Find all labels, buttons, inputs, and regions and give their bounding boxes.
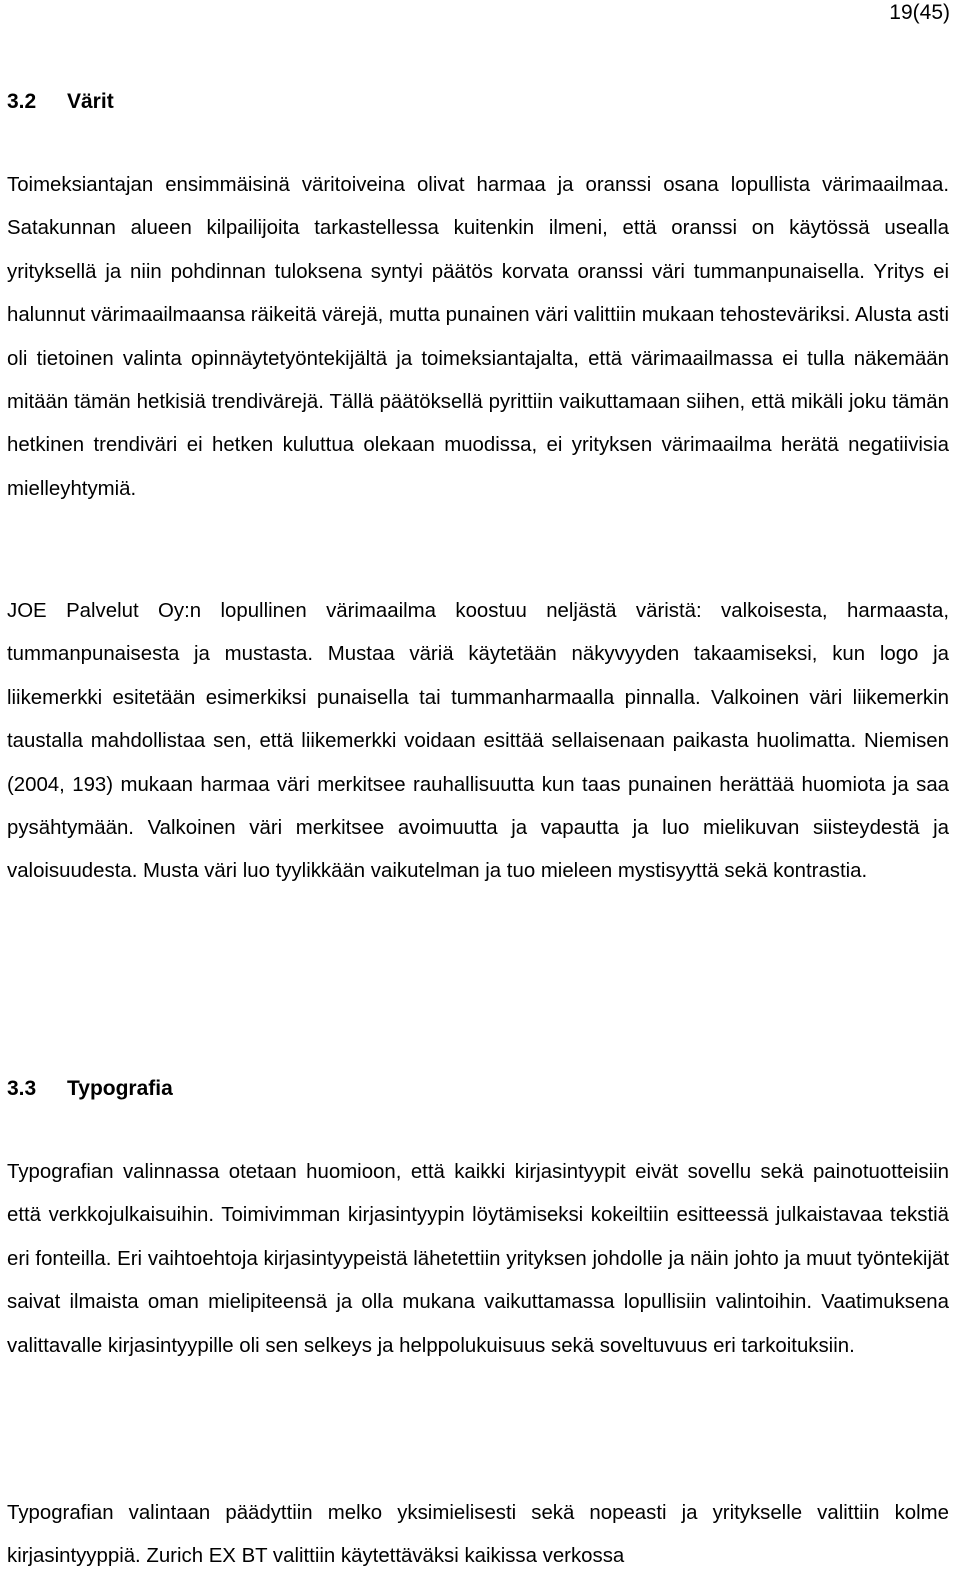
paragraph-colors-1: Toimeksiantajan ensimmäisinä väritoiveina olivat harmaa ja oranssi osana lopullista värimaailmaa. Satakunnan alueen kilpailijoita tarkastellessa kuitenkin ilmeni, että oranssi on käytössä usealla yrityksellä ja niin pohdinnan tuloksena syntyi päätös korvata oranssi väri tummanpunaisella. Yritys ei halunnut värimaailmaansa räikeitä värejä, mutta punainen väri valittiin mukaan tehosteväriksi. Alusta asti oli tietoinen valinta opinnäytetyöntekijältä ja toimeksiantajalta, että värimaailmassa ei tulla näkemään mitään tämän hetkisiä trendivärejä. Tällä päätöksellä pyrittiin vaikuttamaan siihen, että mikäli joku tämän hetkinen trendiväri ei hetken kuluttua olekaan muodissa, ei yrityksen värimaailma herätä negatiivisia mielleyhtymiä. (7, 174, 949, 500)
section-title: Typografia (67, 1077, 173, 1100)
paragraph-typography-1: Typografian valinnassa otetaan huomioon, että kaikki kirjasintyypit eivät sovellu sekä painotuotteisiin että verkkojulkaisuihin. Toimivimman kirjasintyypin löytämiseksi kokeiltiin esitteessä julkaistavaa tekstiä eri fonteilla. Eri vaihtoehtoja kirjasintyypeistä lähetettiin yrityksen johdolle ja näin johto ja muut työntekijät saivat ilmaista oman mielipiteensä ja olla mukana vaikuttamassa lopullisiin valintoihin. Vaatimuksena valittavalle kirjasintyypille oli sen selkeys ja helppolukuisuus sekä soveltuvuus eri tarkoituksiin. (7, 1161, 949, 1357)
section-heading-colors (7, 89, 114, 115)
paragraph-colors-2: JOE Palvelut Oy:n lopullinen värimaailma koostuu neljästä väristä: valkoisesta, harmaasta, tummanpunaisesta ja mustasta. Mustaa väriä käytetään näkyvyyden takaamiseksi, kun logo ja liikemerkki esitetään esimerkiksi punaisella tai tummanharmaalla pinnalla. Valkoinen väri liikemerkin taustalla mahdollistaa sen, että liikemerkki voidaan esittää sellaisenaan paikasta huolimatta. Niemisen (2004, 193) mukaan harmaa väri merkitsee rauhallisuutta kun taas punainen herättää huomiota ja saa pysähtymään. Valkoinen väri merkitsee avoimuutta ja vapautta ja luo mielikuvan siisteydestä ja valoisuudesta. Musta väri luo tyylikkään vaikutelman ja tuo mieleen mystisyyttä sekä kontrastia. (7, 600, 949, 883)
section-heading-typography (7, 1076, 173, 1102)
section-title: Värit (67, 90, 114, 113)
section-number: 3.3 (7, 1077, 37, 1100)
section-number: 3.2 (7, 90, 37, 113)
paragraph-typography-2: Typografian valintaan päädyttiin melko yksimielisesti sekä nopeasti ja yritykselle valittiin kolme kirjasintyyppiä. Zurich EX BT valittiin käytettäväksi kaikissa verkossa (7, 1502, 949, 1568)
page-number: 19(45) (889, 1, 950, 24)
